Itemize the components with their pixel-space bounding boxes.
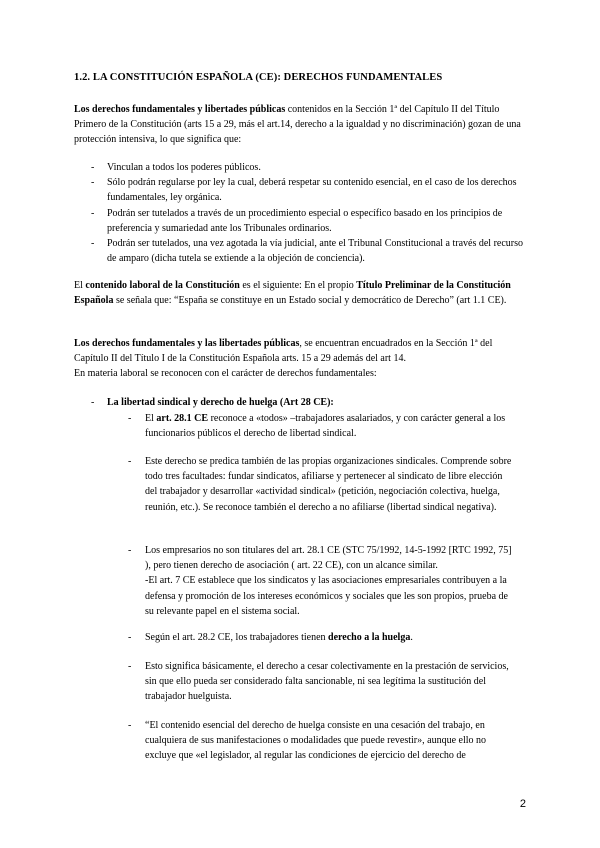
page-number: 2: [519, 798, 526, 810]
list-item: - Vinculan a todos los poderes públicos.: [91, 162, 261, 173]
list-item: - Podrán ser tutelados a través de un procedimiento especial o específico basado en los principios de preferencia y sumariedad ante los Tribunales ordinarios.: [91, 207, 503, 234]
list-item: - Sólo podrán regularse por ley la cual, deberá respetar su contenido esencial, en el caso de los derechos fundamentales, ley orgánica.: [91, 177, 517, 204]
section-item-title: La libertad sindical y derecho de huelga (Art 28 CE):: [107, 397, 334, 408]
protection-list: [74, 160, 526, 266]
list-item: - Podrán ser tutelados, una vez agotada la vía judicial, ante el Tribunal Constitucional a través del recurso de amparo (dicha tutela se extiende a la objeción de conciencia).: [91, 238, 523, 265]
fundamental-rights-paragraph: Los derechos fundamentales y las libertades públicas, se encuentran encuadrados en la Sección 1ª del Capítulo II del Título I de la Constitución Española arts. 15 a 29 además del art 14. En materia laboral se reconocen con el carácter de derechos fundamentales:: [74, 338, 493, 380]
labor-content-paragraph: El contenido laboral de la Constitución es el siguiente: En el propio Título Preliminar de la Constitución Española se señala que: “España se constituye en un Estado social y democrático de Derecho” (art 1.1 CE).: [74, 280, 511, 307]
intro-text: contenidos en la Sección 1ª del Capítulo II del Título Primero de la Constitución (arts 15 a 29, más el art.14, derecho a la igualdad y no discriminación) gozan de una protección intensiva, lo que significa que:: [74, 104, 521, 146]
section-heading: 1.2. LA CONSTITUCIÓN ESPAÑOLA (CE): DERECHOS FUNDAMENTALES: [74, 72, 443, 83]
intro-paragraph: [74, 102, 526, 148]
intro-bold: Los derechos fundamentales y libertades públicas: [74, 104, 286, 115]
